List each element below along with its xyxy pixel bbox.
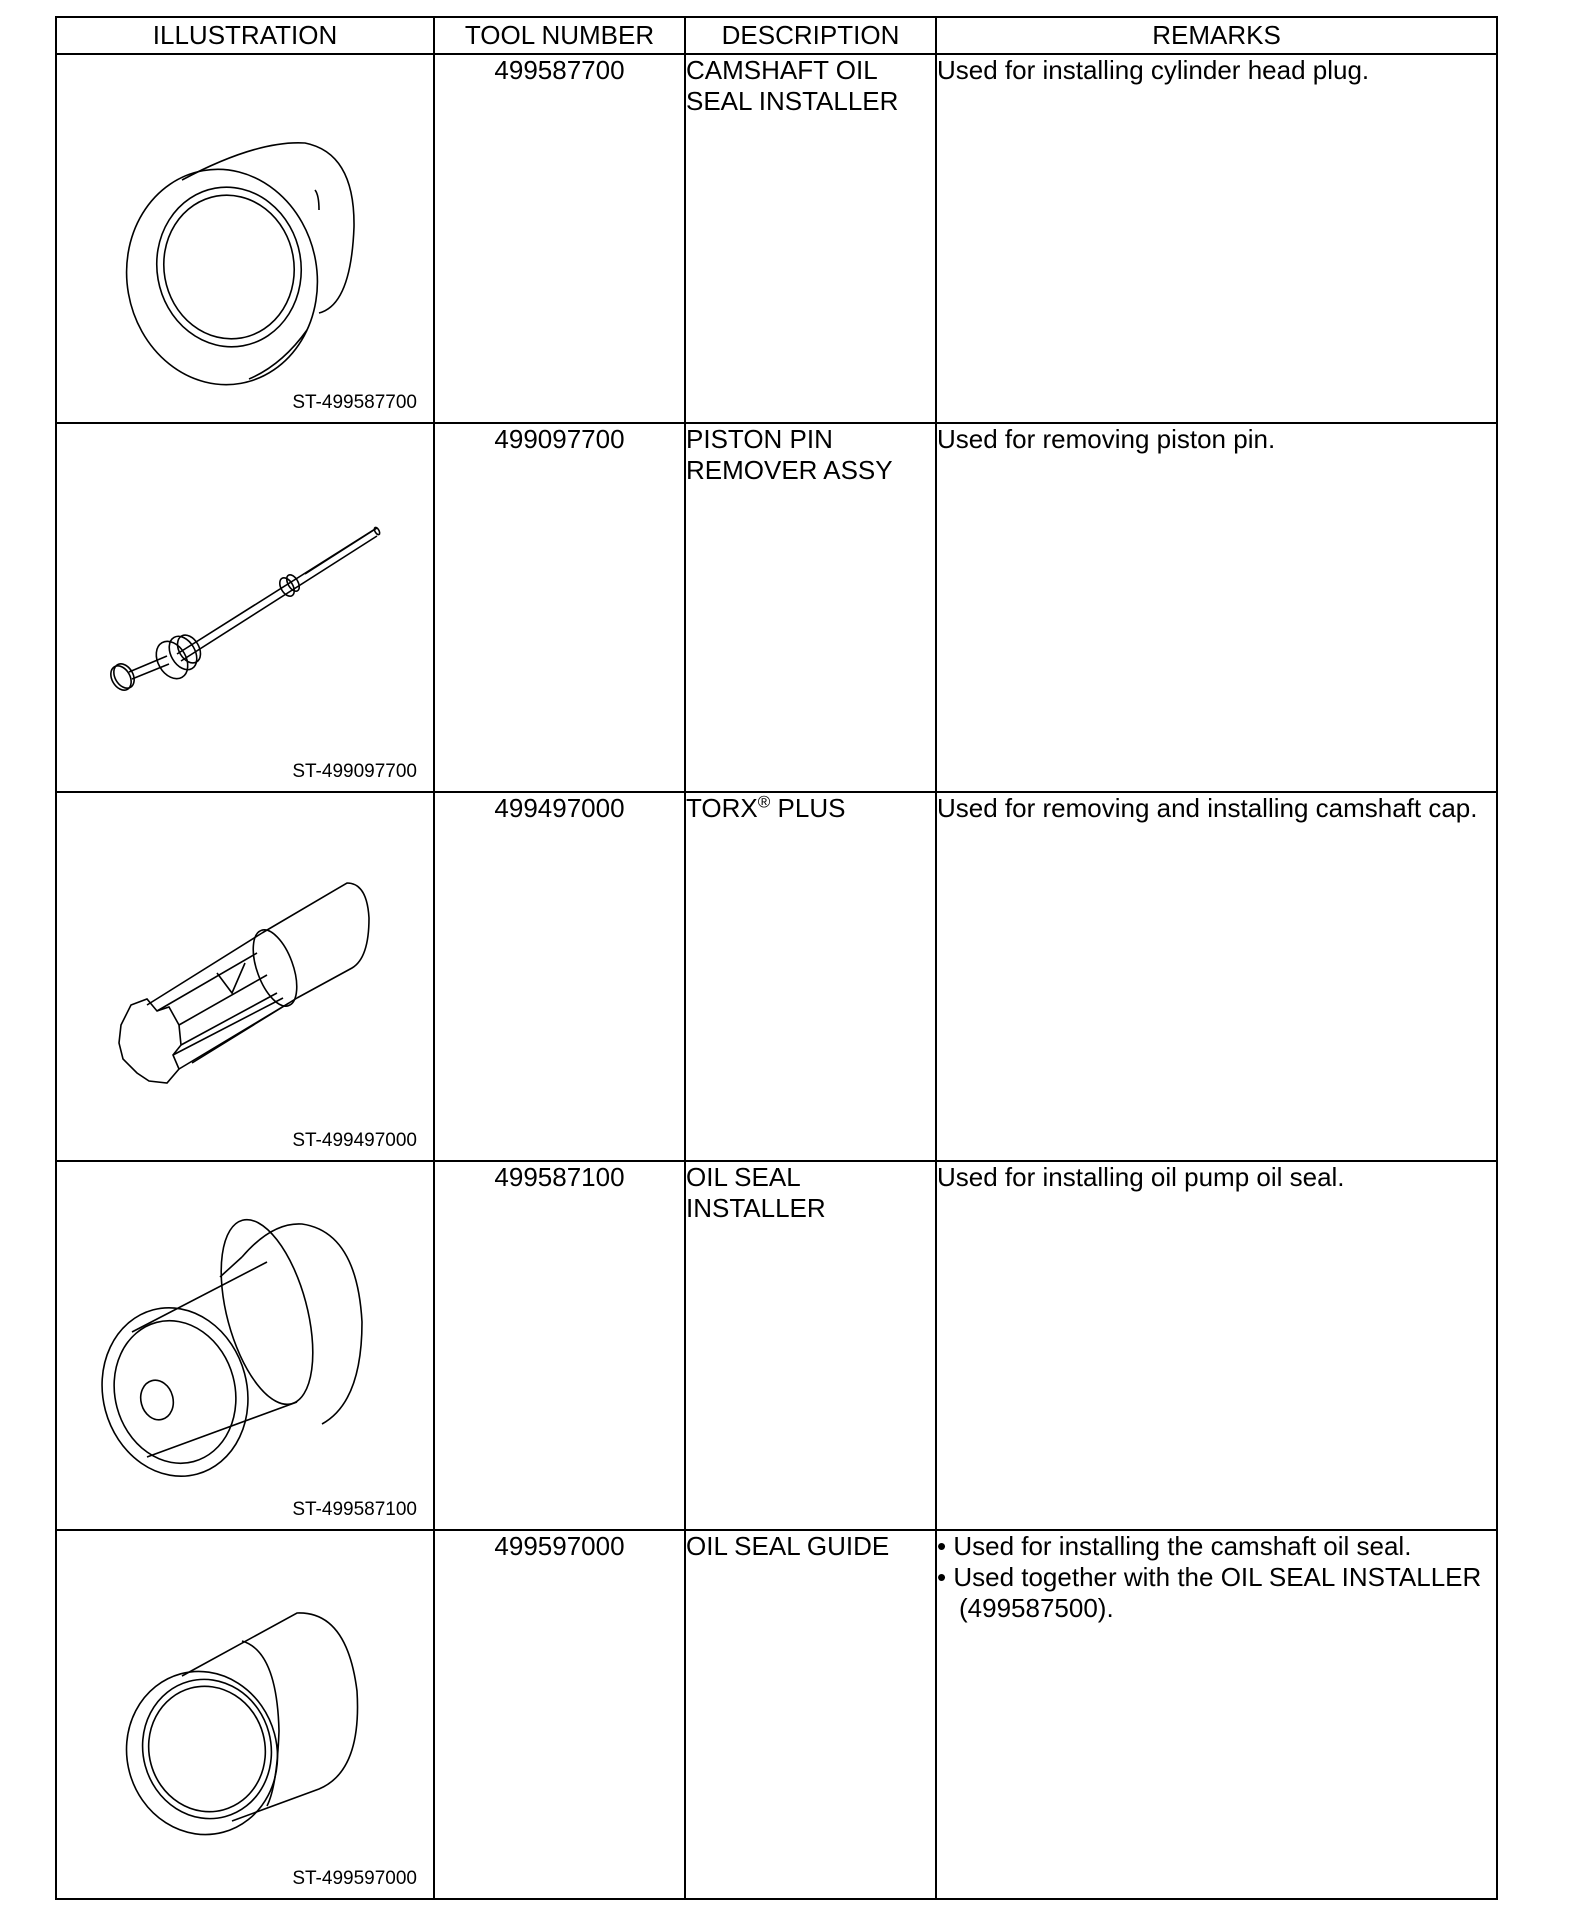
description-cell bbox=[685, 792, 936, 1161]
remarks-line: Used for installing oil pump oil seal. bbox=[937, 1162, 1345, 1192]
table-row bbox=[56, 1161, 1497, 1530]
tool-number-cell: 499097700 bbox=[434, 423, 685, 792]
header-remarks: REMARKS bbox=[936, 17, 1497, 54]
registered-mark: ® bbox=[757, 792, 771, 812]
illustration-cell bbox=[56, 1161, 434, 1530]
header-tool-number: TOOL NUMBER bbox=[434, 17, 685, 54]
header-description: DESCRIPTION bbox=[685, 17, 936, 54]
st-code-label: ST-499097700 bbox=[292, 761, 417, 782]
tool-number-cell: 499587100 bbox=[434, 1161, 685, 1530]
description-line: OIL SEAL GUIDE bbox=[686, 1531, 890, 1561]
description-cell bbox=[685, 423, 936, 792]
remarks-line: Used for installing cylinder head plug. bbox=[937, 55, 1370, 85]
torx-text: TORX bbox=[686, 793, 758, 823]
description-line: INSTALLER bbox=[686, 1193, 826, 1223]
remarks-cell bbox=[936, 54, 1497, 423]
remarks-bullet: • Used together with the OIL SEAL INSTALLER (499587500). bbox=[937, 1562, 1482, 1623]
illustration-cell bbox=[56, 792, 434, 1161]
description-cell bbox=[685, 1530, 936, 1899]
description-line: PISTON PIN bbox=[686, 424, 833, 454]
remarks-line: Used for removing piston pin. bbox=[937, 424, 1276, 454]
remarks-cell bbox=[936, 423, 1497, 792]
tool-number-cell: 499497000 bbox=[434, 792, 685, 1161]
camshaft-oil-seal-installer-icon bbox=[57, 55, 435, 415]
header-illustration: ILLUSTRATION bbox=[56, 17, 434, 54]
tool-number-cell: 499597000 bbox=[434, 1530, 685, 1899]
plus-text: PLUS bbox=[770, 793, 846, 823]
illustration-cell bbox=[56, 423, 434, 792]
st-code-label: ST-499587100 bbox=[292, 1499, 417, 1520]
remarks-cell bbox=[936, 1530, 1497, 1899]
piston-pin-remover-icon bbox=[57, 424, 435, 784]
tool-number-cell: 499587700 bbox=[434, 54, 685, 423]
description-line bbox=[686, 793, 935, 824]
description-line: OIL SEAL bbox=[686, 1162, 801, 1192]
description-line: CAMSHAFT OIL bbox=[686, 55, 878, 85]
illustration-cell bbox=[56, 54, 434, 423]
remarks-cell bbox=[936, 792, 1497, 1161]
description-line: REMOVER ASSY bbox=[686, 455, 893, 485]
remarks-bullet: • Used for installing the camshaft oil seal. bbox=[937, 1531, 1412, 1561]
remarks-cell bbox=[936, 1161, 1497, 1530]
oil-seal-installer-icon bbox=[57, 1162, 435, 1522]
description-cell bbox=[685, 1161, 936, 1530]
special-tools-table bbox=[55, 16, 1498, 1900]
st-code-label: ST-499587700 bbox=[292, 392, 417, 413]
table-row bbox=[56, 792, 1497, 1161]
remarks-line: Used for removing and installing camshaft cap. bbox=[937, 793, 1478, 823]
oil-seal-guide-icon bbox=[57, 1531, 435, 1891]
table-row bbox=[56, 1530, 1497, 1899]
table-row bbox=[56, 423, 1497, 792]
st-code-label: ST-499597000 bbox=[292, 1868, 417, 1889]
st-code-label: ST-499497000 bbox=[292, 1130, 417, 1151]
description-line: SEAL INSTALLER bbox=[686, 86, 899, 116]
header-row bbox=[56, 17, 1497, 54]
illustration-cell bbox=[56, 1530, 434, 1899]
table-row bbox=[56, 54, 1497, 423]
torx-plus-bit-icon bbox=[57, 793, 435, 1153]
description-cell bbox=[685, 54, 936, 423]
